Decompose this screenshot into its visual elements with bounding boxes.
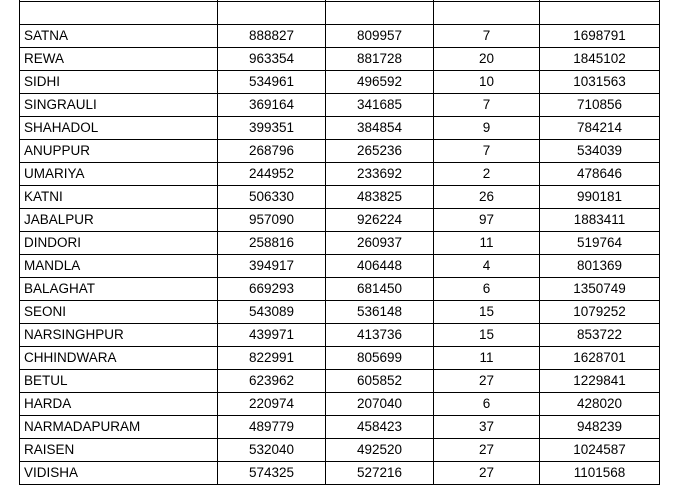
- cell-male: 439971: [218, 324, 326, 347]
- cell-total: 710856: [540, 94, 660, 117]
- table-body: [20, 0, 660, 485]
- cell-district: NARSINGHPUR: [20, 324, 218, 347]
- cell-total: 1024587: [540, 439, 660, 462]
- cell-male: 532040: [218, 439, 326, 462]
- cell-female: 527216: [326, 462, 434, 485]
- table-row: [20, 163, 660, 186]
- cell-district: JABALPUR: [20, 209, 218, 232]
- cell-other: 27: [434, 462, 540, 485]
- cell-female: 605852: [326, 370, 434, 393]
- table-row: [20, 370, 660, 393]
- cell-district: BETUL: [20, 370, 218, 393]
- table-row: [20, 324, 660, 347]
- table-row: [20, 462, 660, 485]
- cell-male: 506330: [218, 186, 326, 209]
- cell-total: 784214: [540, 117, 660, 140]
- table-row: [20, 71, 660, 94]
- cell-other: 11: [434, 347, 540, 370]
- cell-female: 805699: [326, 347, 434, 370]
- table-row: [20, 25, 660, 48]
- table-row: [20, 416, 660, 439]
- cell-other: 7: [434, 25, 540, 48]
- cell-district: SHAHADOL: [20, 117, 218, 140]
- cell-district: ANUPPUR: [20, 140, 218, 163]
- cell-total: 1350749: [540, 278, 660, 301]
- table-row: [20, 278, 660, 301]
- cell-other: 2: [434, 163, 540, 186]
- cell-other: 27: [434, 439, 540, 462]
- table-row: [20, 140, 660, 163]
- table-row: [20, 48, 660, 71]
- cell-male: 399351: [218, 117, 326, 140]
- cell-district: SATNA: [20, 25, 218, 48]
- district-population-table: [19, 0, 660, 485]
- cell-female: 260937: [326, 232, 434, 255]
- cell-male: 489779: [218, 416, 326, 439]
- cell-male: 957090: [218, 209, 326, 232]
- cell-female: 207040: [326, 393, 434, 416]
- cell-male: 394917: [218, 255, 326, 278]
- table-row: [20, 2, 660, 25]
- cell-total: 1845102: [540, 48, 660, 71]
- cell-male: [218, 2, 326, 25]
- cell-other: 27: [434, 370, 540, 393]
- cell-other: 7: [434, 140, 540, 163]
- cell-female: 926224: [326, 209, 434, 232]
- cell-total: 519764: [540, 232, 660, 255]
- cell-female: 492520: [326, 439, 434, 462]
- cell-female: 233692: [326, 163, 434, 186]
- table-row: [20, 347, 660, 370]
- cell-district: SEONI: [20, 301, 218, 324]
- cell-other: 15: [434, 324, 540, 347]
- cell-total: 1229841: [540, 370, 660, 393]
- cell-other: 9: [434, 117, 540, 140]
- cell-total: 1079252: [540, 301, 660, 324]
- cell-district: REWA: [20, 48, 218, 71]
- cell-district: RAISEN: [20, 439, 218, 462]
- cell-district: BALAGHAT: [20, 278, 218, 301]
- cell-district: MANDLA: [20, 255, 218, 278]
- table-row: [20, 186, 660, 209]
- cell-other: 26: [434, 186, 540, 209]
- cell-district: NARMADAPURAM: [20, 416, 218, 439]
- cell-male: 369164: [218, 94, 326, 117]
- cell-female: 809957: [326, 25, 434, 48]
- cell-female: [326, 2, 434, 25]
- cell-male: 574325: [218, 462, 326, 485]
- cell-male: 963354: [218, 48, 326, 71]
- cell-other: 20: [434, 48, 540, 71]
- cell-male: 268796: [218, 140, 326, 163]
- cell-total: 1628701: [540, 347, 660, 370]
- cell-district: UMARIYA: [20, 163, 218, 186]
- cell-district: SINGRAULI: [20, 94, 218, 117]
- cell-female: 681450: [326, 278, 434, 301]
- cell-female: 496592: [326, 71, 434, 94]
- cell-district: HARDA: [20, 393, 218, 416]
- cell-other: [434, 2, 540, 25]
- cell-female: 536148: [326, 301, 434, 324]
- table-row: [20, 117, 660, 140]
- cell-male: 220974: [218, 393, 326, 416]
- cell-male: 244952: [218, 163, 326, 186]
- cell-total: 948239: [540, 416, 660, 439]
- cell-female: 265236: [326, 140, 434, 163]
- table-row: [20, 301, 660, 324]
- table-row: [20, 255, 660, 278]
- table-row: [20, 232, 660, 255]
- cell-total: 478646: [540, 163, 660, 186]
- table-row: [20, 393, 660, 416]
- cell-male: 822991: [218, 347, 326, 370]
- cell-total: 990181: [540, 186, 660, 209]
- cell-total: 428020: [540, 393, 660, 416]
- cell-district: CHHINDWARA: [20, 347, 218, 370]
- cell-district: KATNI: [20, 186, 218, 209]
- cell-female: 406448: [326, 255, 434, 278]
- table-row: [20, 439, 660, 462]
- table-row: [20, 94, 660, 117]
- cell-other: 37: [434, 416, 540, 439]
- cell-total: 1698791: [540, 25, 660, 48]
- cell-district: SIDHI: [20, 71, 218, 94]
- cell-female: 413736: [326, 324, 434, 347]
- cell-other: 6: [434, 393, 540, 416]
- cell-total: 1883411: [540, 209, 660, 232]
- cell-total: [540, 2, 660, 25]
- cell-total: 801369: [540, 255, 660, 278]
- cell-other: 10: [434, 71, 540, 94]
- cell-other: 4: [434, 255, 540, 278]
- cell-total: 1101568: [540, 462, 660, 485]
- table-row: [20, 209, 660, 232]
- cell-other: 6: [434, 278, 540, 301]
- cell-other: 7: [434, 94, 540, 117]
- cell-other: 97: [434, 209, 540, 232]
- cell-male: 543089: [218, 301, 326, 324]
- cell-female: 341685: [326, 94, 434, 117]
- cell-total: 853722: [540, 324, 660, 347]
- cell-female: 483825: [326, 186, 434, 209]
- cell-female: 384854: [326, 117, 434, 140]
- cell-female: 881728: [326, 48, 434, 71]
- cell-male: 888827: [218, 25, 326, 48]
- cell-male: 534961: [218, 71, 326, 94]
- cell-district: DINDORI: [20, 232, 218, 255]
- cell-district: VIDISHA: [20, 462, 218, 485]
- cell-other: 15: [434, 301, 540, 324]
- cell-district: [20, 2, 218, 25]
- cell-male: 623962: [218, 370, 326, 393]
- cell-male: 258816: [218, 232, 326, 255]
- cell-total: 1031563: [540, 71, 660, 94]
- cell-male: 669293: [218, 278, 326, 301]
- cell-other: 11: [434, 232, 540, 255]
- cell-female: 458423: [326, 416, 434, 439]
- cell-total: 534039: [540, 140, 660, 163]
